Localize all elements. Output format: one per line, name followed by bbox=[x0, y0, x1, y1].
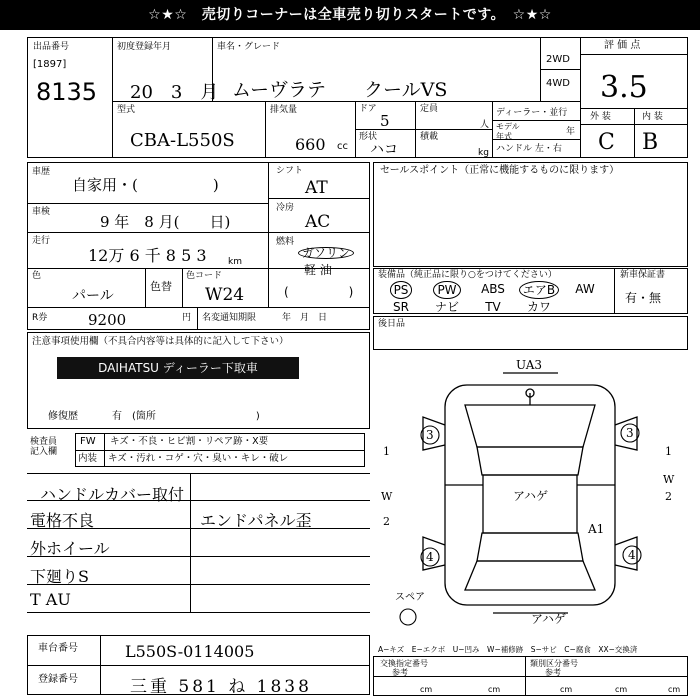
spare-tire-icon bbox=[400, 609, 416, 625]
mark-rear-right: 4 bbox=[628, 548, 636, 562]
fuel-label: 燃料 bbox=[276, 237, 295, 247]
mark-hood: アハゲ bbox=[513, 489, 549, 503]
lot-number: 8135 bbox=[36, 78, 98, 106]
sales-label: セールスポイント（正常に機能するものに限ります） bbox=[380, 165, 620, 176]
inspection-value: 9 年 8 月( 日) bbox=[100, 213, 231, 231]
exterior-value: C bbox=[598, 130, 615, 155]
after-box bbox=[373, 316, 688, 350]
equip-grid bbox=[378, 281, 612, 315]
shape-label: 形状 bbox=[359, 132, 378, 142]
first-reg-value: 20 3 月 bbox=[130, 82, 219, 103]
inspector-label: 検査員 記入欄 bbox=[30, 437, 58, 457]
legend: A−キズ E−エクボ U−凹み W−補修跡 S−サビ C−腐食 XX−交換済 bbox=[378, 645, 638, 654]
recycle-value: 9200 bbox=[88, 311, 127, 329]
right-side-2: 2 bbox=[665, 490, 672, 503]
mark-rear-left: 4 bbox=[426, 550, 434, 564]
equip-leather: カワ bbox=[526, 300, 551, 314]
trunk-outline bbox=[465, 561, 595, 590]
mileage-label: 走行 bbox=[32, 236, 51, 246]
hood-outline bbox=[465, 405, 595, 447]
ac-value: AC bbox=[305, 212, 331, 232]
left-side-1: 1 bbox=[383, 445, 390, 458]
handwritten-note-3: 外ホイール bbox=[30, 539, 110, 558]
color-label: 色 bbox=[32, 271, 42, 281]
mileage-value: 12万 6 千 8 5 3 bbox=[88, 246, 207, 265]
equip-empty bbox=[562, 299, 608, 315]
recycle-unit: 円 bbox=[182, 313, 192, 323]
after-label: 後日品 bbox=[378, 319, 406, 329]
exterior-label: 外 装 bbox=[590, 112, 611, 122]
foot-cm-1: cm bbox=[420, 685, 433, 694]
capacity-unit: 人 bbox=[480, 120, 490, 130]
type-value: CBA-L550S bbox=[130, 130, 235, 151]
lot-small: [1897] bbox=[33, 59, 67, 70]
left-side-2: 2 bbox=[383, 515, 390, 528]
windshield-outline bbox=[477, 447, 583, 475]
banner: ☆★☆ 売切りコーナーは全車売り切りスタートです。 ☆★☆ bbox=[0, 0, 700, 30]
right-side-1: 1 bbox=[665, 445, 672, 458]
foot-cm-5: cm bbox=[668, 685, 681, 694]
spare-label: スペア bbox=[395, 592, 425, 603]
recycle-label: R券 bbox=[32, 313, 48, 323]
int-label: 内装 bbox=[78, 453, 98, 464]
color-code-label: 色コード bbox=[186, 271, 223, 281]
color-value: パール bbox=[72, 288, 114, 304]
drive-2wd: 2WD bbox=[546, 54, 570, 65]
repair-label: 修復歴 bbox=[48, 411, 78, 422]
fuel-gas: ガソリン bbox=[298, 247, 354, 259]
history-label: 車歴 bbox=[32, 167, 51, 177]
ac-label: 冷房 bbox=[276, 203, 295, 213]
capacity-label: 定員 bbox=[420, 104, 439, 114]
inspection-label: 車検 bbox=[32, 207, 51, 217]
lot-label: 出品番号 bbox=[33, 42, 70, 52]
chassis-label: 車台番号 bbox=[38, 643, 78, 654]
eval-value: 3.5 bbox=[600, 70, 648, 105]
displacement-unit: cc bbox=[337, 141, 348, 152]
shape-value: ハコ bbox=[370, 142, 398, 158]
displacement-value: 660 bbox=[295, 135, 326, 154]
handwritten-note-4: 下廻りS bbox=[30, 567, 89, 586]
mark-front-right: 3 bbox=[626, 426, 634, 440]
equip-airbag: エアB bbox=[516, 281, 562, 299]
mark-rear: アハゲ bbox=[531, 612, 567, 626]
equip-tv: TV bbox=[485, 300, 501, 314]
handwritten-note-1: ハンドルカバー取付 bbox=[40, 485, 185, 504]
handle-label: ハンドル 左・右 bbox=[496, 144, 562, 154]
equip-abs: ABS bbox=[481, 282, 505, 296]
interior-label: 内 装 bbox=[642, 112, 663, 122]
notes-label: 注意事項使用欄（不具合内容等は具体的に記入して下さい） bbox=[32, 336, 289, 347]
displacement-label: 排気量 bbox=[270, 105, 298, 115]
new-cert-label: 新車保証書 bbox=[620, 270, 666, 280]
name-change-value: 年 月 日 bbox=[282, 313, 328, 323]
mark-side-a1: A1 bbox=[588, 522, 605, 536]
color-code-value: W24 bbox=[205, 285, 245, 305]
int-items: キズ・汚れ・コゲ・穴・臭い・キレ・破レ bbox=[108, 453, 289, 464]
roof-outline bbox=[483, 475, 577, 533]
equip-label: 装備品（純正品に限り○をつけてください） bbox=[378, 270, 557, 280]
handwritten-note-2: 電格不良 bbox=[30, 511, 95, 530]
handwritten-note-5: T AU bbox=[30, 590, 71, 609]
load-label: 積載 bbox=[420, 132, 439, 142]
repair-value: 有 (箇所 ) bbox=[112, 411, 260, 422]
fw-label: FW bbox=[80, 436, 96, 447]
reg-value: 三重 581 ね 1838 bbox=[130, 677, 312, 697]
shift-label: シフト bbox=[276, 166, 304, 176]
rear-window-outline bbox=[477, 533, 583, 561]
load-unit: kg bbox=[478, 148, 489, 158]
daihatsu-banner: DAIHATSU ディーラー下取車 bbox=[57, 357, 299, 379]
dealer-label: ディーラー・並行 bbox=[496, 108, 568, 118]
mark-front-left: 3 bbox=[426, 428, 434, 442]
fuel-diesel: 軽 油 bbox=[304, 263, 332, 277]
foot-label-3: 類別区分番号 bbox=[530, 659, 578, 668]
chassis-value: L550S-0114005 bbox=[125, 642, 255, 661]
mileage-unit: km bbox=[228, 257, 242, 267]
first-reg-label: 初度登録年月 bbox=[117, 42, 172, 52]
left-side-w: W bbox=[381, 490, 393, 503]
eval-label: 評 価 点 bbox=[604, 40, 641, 51]
equip-aw: AW bbox=[575, 282, 595, 296]
right-side-w: W bbox=[663, 473, 675, 486]
door-label: ドア bbox=[359, 104, 377, 114]
equip-sr: SR bbox=[393, 300, 409, 314]
foot-cm-2: cm bbox=[488, 685, 501, 694]
shift-value: AT bbox=[305, 178, 328, 198]
model-label: 車名・グレード bbox=[217, 42, 281, 52]
foot-label-2: 参考 bbox=[392, 668, 408, 677]
history-value: 自家用・( ) bbox=[72, 176, 219, 194]
handwritten-note-right: エンドパネル歪 bbox=[200, 511, 312, 530]
reg-label: 登録番号 bbox=[38, 674, 78, 685]
mark-top: UA3 bbox=[516, 358, 543, 372]
year-unit: 年 bbox=[566, 127, 576, 137]
drive-4wd: 4WD bbox=[546, 78, 570, 89]
color-change-label: 色替 bbox=[150, 280, 172, 293]
model-year-label: モデル 年式 bbox=[496, 122, 520, 141]
fw-items: キズ・不良・ヒビ割・リペア跡・X要 bbox=[110, 436, 269, 447]
equip-ps: PS bbox=[378, 281, 424, 299]
interior-value: B bbox=[642, 130, 659, 155]
name-change-label: 名変通知期限 bbox=[202, 313, 257, 323]
model-value: ムーヴラテ クールVS bbox=[232, 79, 448, 101]
car-diagram bbox=[373, 355, 688, 630]
foot-cm-4: cm bbox=[615, 685, 628, 694]
fuel-other: ( ) bbox=[284, 285, 354, 299]
foot-label-1: 交換指定番号 bbox=[380, 659, 428, 668]
type-label: 型式 bbox=[117, 105, 136, 115]
new-cert-value: 有・無 bbox=[625, 291, 662, 305]
door-value: 5 bbox=[380, 112, 390, 130]
foot-label-4: 参考 bbox=[545, 668, 561, 677]
foot-cm-3: cm bbox=[560, 685, 573, 694]
sales-box bbox=[373, 162, 688, 267]
equip-navi: ナビ bbox=[434, 300, 459, 314]
equip-pw: PW bbox=[424, 281, 470, 299]
